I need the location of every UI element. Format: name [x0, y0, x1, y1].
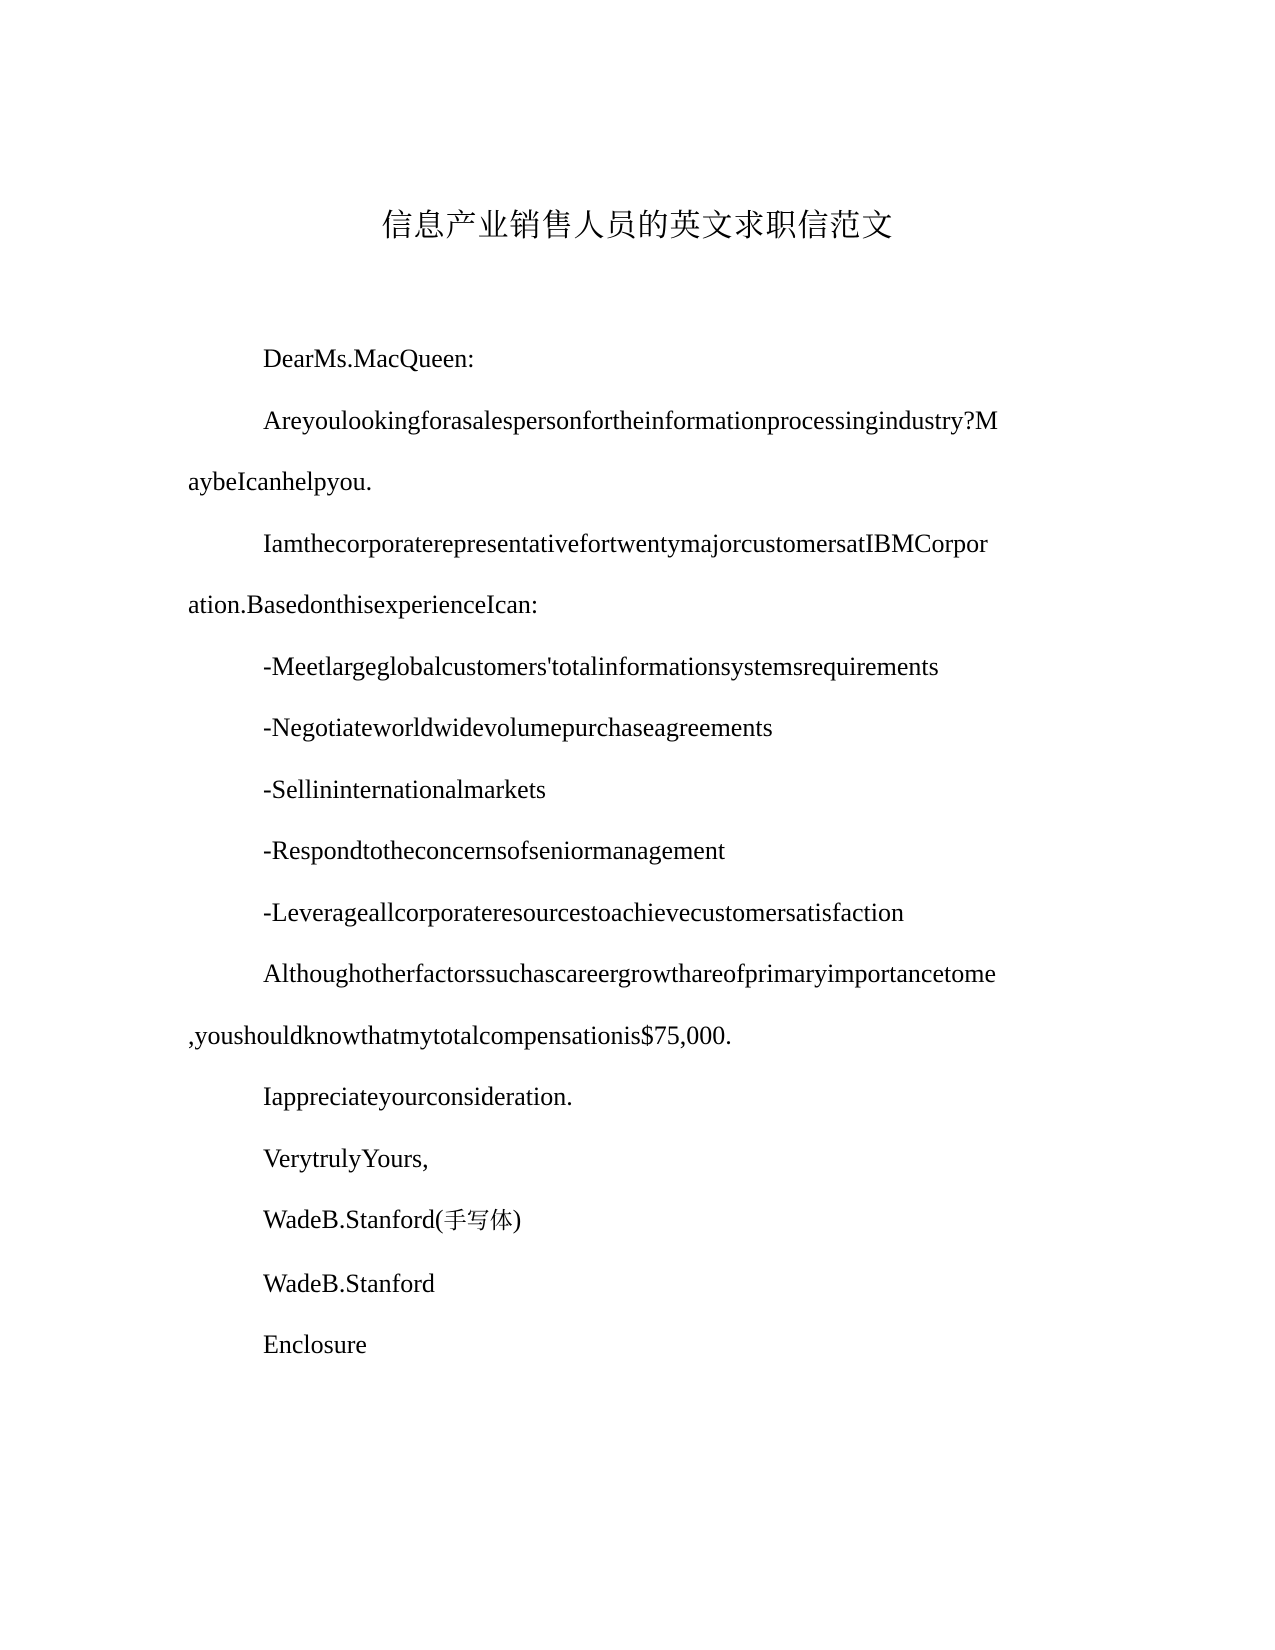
bullet-item: -Negotiateworldwidevolumepurchaseagreements — [263, 713, 773, 742]
signature-line — [188, 1189, 1088, 1253]
paragraph-compensation-line2: ,youshouldknowthatmytotalcompensationis$75,000. — [188, 1020, 732, 1050]
signature-close: ) — [512, 1205, 522, 1234]
salutation: DearMs.MacQueen: — [263, 344, 475, 373]
paragraph-compensation-line1: Althoughotherfactorssuchascareergrowthareofprimaryimportancetome — [263, 959, 997, 988]
closing-line: VerytrulyYours, — [263, 1143, 429, 1173]
paragraph-intro-line1: Areyoulookingforasalespersonfortheinformationprocessingindustry?M — [263, 405, 999, 435]
paragraph-intro-line2: aybeIcanhelpyou. — [188, 467, 373, 496]
enclosure-line: Enclosure — [263, 1330, 367, 1359]
signature-name: WadeB.Stanford( — [263, 1205, 444, 1234]
bullet-item: -Leverageallcorporateresourcestoachievecustomersatisfaction — [263, 897, 904, 927]
bullet-item: -Respondtotheconcernsofseniormanagement — [263, 836, 726, 865]
paragraph-experience-line1: IamthecorporaterepresentativefortwentymajorcustomersatIBMCorpor — [263, 528, 988, 558]
bullet-item: -Meetlargeglobalcustomers'totalinformationsystemsrequirements — [263, 651, 939, 681]
bullet-item: -Sellininternationalmarkets — [263, 774, 547, 804]
document-title: 信息产业销售人员的英文求职信范文 — [381, 208, 894, 244]
signature-note: 手写体 — [443, 1208, 513, 1234]
paragraph-experience-line2: ation.BasedonthisexperienceIcan: — [188, 590, 539, 619]
typed-name: WadeB.Stanford — [263, 1268, 435, 1298]
letter-body — [188, 328, 1088, 1376]
appreciation-line: Iappreciateyourconsideration. — [263, 1082, 573, 1111]
